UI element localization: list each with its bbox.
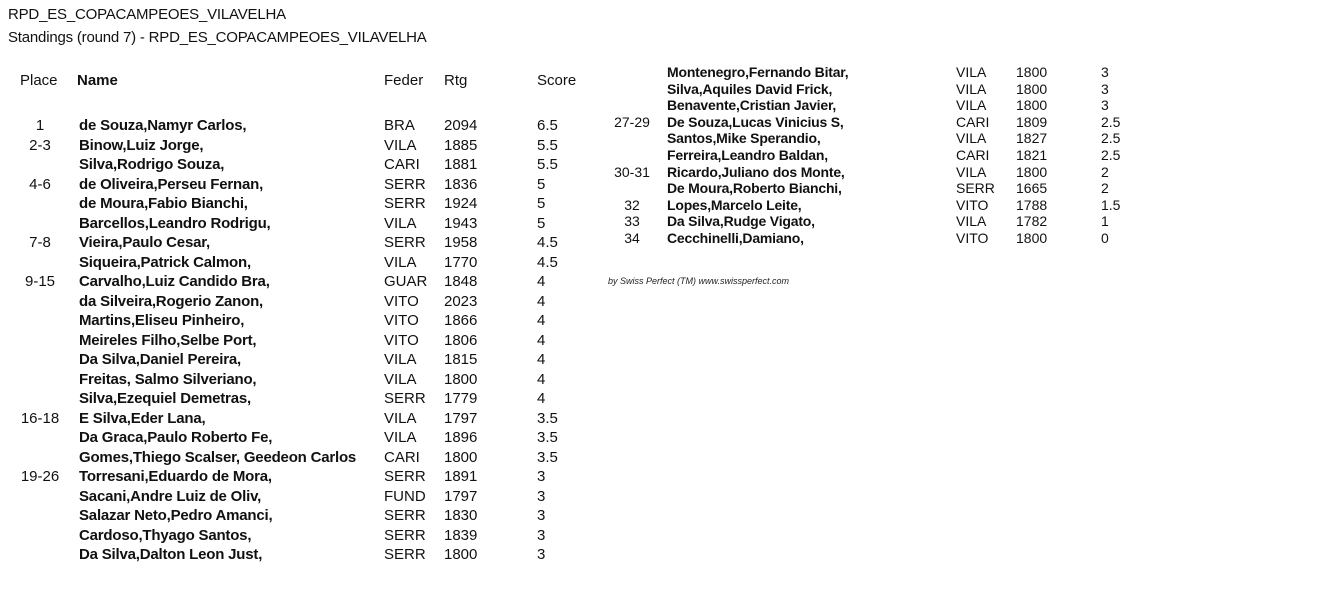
standings-row bbox=[0, 389, 1325, 408]
name-cell: Benavente,Cristian Javier, bbox=[667, 97, 837, 114]
rating-cell: 1866 bbox=[444, 312, 478, 329]
standings-row bbox=[0, 331, 1325, 350]
standings-row bbox=[0, 64, 1325, 81]
rating-cell: 1800 bbox=[1016, 97, 1048, 114]
feder-cell: VITO bbox=[384, 292, 419, 310]
document-title: RPD_ES_COPACAMPEOES_VILAVELHA bbox=[8, 6, 286, 23]
name-cell: Cecchinelli,Damiano, bbox=[667, 230, 804, 246]
rating-cell: 1815 bbox=[444, 351, 478, 368]
rating-cell: 1836 bbox=[444, 175, 478, 193]
name-cell: Meireles Filho,Selbe Port, bbox=[79, 331, 257, 349]
score-cell: 1 bbox=[1101, 213, 1109, 230]
standings-row bbox=[0, 230, 1325, 247]
feder-cell: CARI bbox=[956, 147, 990, 163]
column-header-place: Place bbox=[20, 72, 58, 89]
score-cell: 3 bbox=[1101, 64, 1109, 80]
column-header-feder: Feder bbox=[384, 72, 424, 89]
score-cell: 4 bbox=[537, 390, 546, 407]
score-cell: 5.5 bbox=[537, 136, 558, 154]
standings-row bbox=[0, 81, 1325, 98]
rating-cell: 1800 bbox=[444, 546, 478, 563]
feder-cell: SERR bbox=[956, 180, 995, 197]
name-cell: Santos,Mike Sperandio, bbox=[667, 130, 821, 147]
name-cell: da Silveira,Rogerio Zanon, bbox=[79, 292, 264, 310]
name-cell: Da Silva,Daniel Pereira, bbox=[79, 351, 241, 368]
feder-cell: VITO bbox=[384, 331, 419, 349]
score-cell: 5 bbox=[537, 214, 546, 232]
name-cell: Ferreira,Leandro Baldan, bbox=[667, 147, 828, 163]
document-subtitle: Standings (round 7) - RPD_ES_COPACAMPEOES_VILAVELHA bbox=[8, 29, 427, 46]
place-cell: 2-3 bbox=[29, 136, 51, 154]
score-cell: 1.5 bbox=[1101, 196, 1121, 213]
column-header-score: Score bbox=[537, 72, 577, 89]
score-cell: 5.5 bbox=[537, 156, 558, 173]
name-cell: Barcellos,Leandro Rodrigu, bbox=[79, 214, 271, 232]
score-cell: 6.5 bbox=[537, 117, 558, 134]
feder-cell: VITO bbox=[956, 196, 989, 213]
score-cell: 3 bbox=[537, 526, 546, 544]
rating-cell: 1809 bbox=[1016, 113, 1048, 130]
name-cell: Da Silva,Rudge Vigato, bbox=[667, 213, 815, 230]
score-cell: 5 bbox=[537, 195, 546, 212]
rating-cell: 1800 bbox=[1016, 80, 1048, 97]
name-cell: de Moura,Fabio Bianchi, bbox=[79, 195, 248, 212]
score-cell: 4.5 bbox=[537, 234, 558, 251]
standings-row bbox=[0, 370, 1325, 389]
feder-cell: VITO bbox=[384, 312, 419, 329]
score-cell: 4 bbox=[537, 351, 546, 368]
name-cell: Ricardo,Juliano dos Monte, bbox=[667, 163, 845, 180]
standings-row bbox=[0, 253, 1325, 272]
rating-cell: 1821 bbox=[1016, 147, 1048, 163]
rating-cell: 2094 bbox=[444, 117, 478, 134]
place-cell: 4-6 bbox=[29, 175, 51, 193]
place-cell: 19-26 bbox=[20, 468, 60, 485]
rating-cell: 1800 bbox=[1016, 230, 1048, 246]
rating-cell: 1848 bbox=[444, 273, 478, 290]
name-cell: Binow,Luiz Jorge, bbox=[79, 136, 204, 154]
name-cell: Torresani,Eduardo de Mora, bbox=[79, 468, 272, 485]
rating-cell: 1958 bbox=[444, 234, 478, 251]
score-cell: 5 bbox=[537, 175, 546, 193]
name-cell: Salazar Neto,Pedro Amanci, bbox=[79, 507, 273, 524]
feder-cell: VILA bbox=[384, 253, 417, 271]
column-header-name: Name bbox=[77, 72, 118, 89]
feder-cell: SERR bbox=[384, 195, 426, 212]
standings-row bbox=[0, 350, 1325, 369]
name-cell: Lopes,Marcelo Leite, bbox=[667, 196, 802, 213]
standings-row bbox=[0, 147, 1325, 164]
place-cell: 9-15 bbox=[24, 273, 56, 290]
name-cell: de Souza,Namyr Carlos, bbox=[79, 117, 247, 134]
place-cell: 34 bbox=[624, 230, 640, 246]
feder-cell: BRA bbox=[384, 117, 415, 134]
score-cell: 4.5 bbox=[537, 253, 558, 271]
standings-row bbox=[0, 409, 1325, 428]
score-cell: 4 bbox=[537, 331, 546, 349]
rating-cell: 1943 bbox=[444, 214, 478, 232]
score-cell: 4 bbox=[537, 370, 546, 388]
name-cell: De Souza,Lucas Vinicius S, bbox=[667, 113, 844, 130]
score-cell: 2 bbox=[1101, 163, 1109, 180]
feder-cell: SERR bbox=[384, 507, 426, 524]
feder-cell: VILA bbox=[956, 213, 987, 230]
column-header-rtg: Rtg bbox=[444, 72, 468, 89]
score-cell: 3 bbox=[537, 468, 546, 485]
rating-cell: 1782 bbox=[1016, 213, 1048, 230]
feder-cell: CARI bbox=[956, 113, 990, 130]
standings-row bbox=[0, 213, 1325, 230]
name-cell: Martins,Eliseu Pinheiro, bbox=[79, 312, 245, 329]
score-cell: 2 bbox=[1101, 180, 1109, 197]
name-cell: Cardoso,Thyago Santos, bbox=[79, 526, 252, 544]
name-cell: Sacani,Andre Luiz de Oliv, bbox=[79, 487, 262, 505]
score-cell: 4 bbox=[537, 312, 546, 329]
rating-cell: 1924 bbox=[444, 195, 478, 212]
rating-cell: 1806 bbox=[444, 331, 478, 349]
score-cell: 3.5 bbox=[537, 409, 558, 427]
name-cell: Freitas, Salmo Silveriano, bbox=[79, 370, 257, 388]
rating-cell: 1830 bbox=[444, 507, 478, 524]
name-cell: Vieira,Paulo Cesar, bbox=[79, 234, 211, 251]
standings-row bbox=[0, 428, 1325, 447]
score-cell: 3 bbox=[537, 546, 546, 563]
place-cell: 16-18 bbox=[20, 409, 60, 427]
rating-cell: 1800 bbox=[1016, 64, 1048, 80]
rating-cell: 1800 bbox=[444, 448, 478, 466]
rating-cell: 1779 bbox=[444, 390, 478, 407]
feder-cell: VILA bbox=[384, 409, 417, 427]
feder-cell: VILA bbox=[956, 80, 987, 97]
place-cell: 27-29 bbox=[614, 113, 650, 130]
score-cell: 4 bbox=[537, 292, 546, 310]
score-cell: 3 bbox=[1101, 80, 1109, 97]
rating-cell: 1770 bbox=[444, 253, 478, 271]
rating-cell: 1839 bbox=[444, 526, 478, 544]
feder-cell: VILA bbox=[384, 214, 417, 232]
rating-cell: 1827 bbox=[1016, 130, 1048, 147]
standings-row bbox=[0, 292, 1325, 311]
standings-row bbox=[0, 545, 1325, 564]
feder-cell: FUND bbox=[384, 487, 426, 505]
feder-cell: VILA bbox=[956, 97, 987, 114]
feder-cell: SERR bbox=[384, 546, 426, 563]
feder-cell: SERR bbox=[384, 390, 426, 407]
place-cell: 1 bbox=[35, 117, 45, 134]
place-cell: 33 bbox=[624, 213, 640, 230]
feder-cell: GUAR bbox=[384, 273, 428, 290]
feder-cell: VILA bbox=[956, 163, 987, 180]
score-cell: 2.5 bbox=[1101, 130, 1121, 147]
standings-row bbox=[0, 180, 1325, 197]
name-cell: Silva,Ezequiel Demetras, bbox=[79, 390, 251, 407]
score-cell: 2.5 bbox=[1101, 147, 1121, 163]
rating-cell: 1891 bbox=[444, 468, 478, 485]
name-cell: Gomes,Thiego Scalser, Geedeon Carlos bbox=[79, 448, 357, 466]
feder-cell: SERR bbox=[384, 526, 426, 544]
feder-cell: SERR bbox=[384, 468, 426, 485]
score-cell: 3 bbox=[537, 487, 546, 505]
standings-row bbox=[0, 197, 1325, 214]
score-cell: 3.5 bbox=[537, 429, 558, 446]
rating-cell: 1800 bbox=[444, 370, 478, 388]
place-cell: 7-8 bbox=[29, 234, 51, 251]
name-cell: Da Silva,Dalton Leon Just, bbox=[79, 546, 263, 563]
feder-cell: VITO bbox=[956, 230, 989, 246]
name-cell: Da Graca,Paulo Roberto Fe, bbox=[79, 429, 273, 446]
feder-cell: CARI bbox=[384, 448, 420, 466]
name-cell: E Silva,Eder Lana, bbox=[79, 409, 206, 427]
name-cell: Carvalho,Luiz Candido Bra, bbox=[79, 273, 270, 290]
standings-row bbox=[0, 467, 1325, 486]
name-cell: De Moura,Roberto Bianchi, bbox=[667, 180, 842, 197]
rating-cell: 2023 bbox=[444, 292, 478, 310]
score-cell: 3 bbox=[1101, 97, 1109, 114]
rating-cell: 1881 bbox=[444, 156, 478, 173]
score-cell: 4 bbox=[537, 273, 546, 290]
standings-row bbox=[0, 164, 1325, 181]
rating-cell: 1797 bbox=[444, 487, 478, 505]
standings-row bbox=[0, 130, 1325, 147]
software-credit: by Swiss Perfect (TM) www.swissperfect.com bbox=[608, 276, 790, 286]
standings-row bbox=[0, 448, 1325, 467]
rating-cell: 1800 bbox=[1016, 163, 1048, 180]
standings-row bbox=[0, 487, 1325, 506]
feder-cell: VILA bbox=[384, 370, 417, 388]
feder-cell: VILA bbox=[956, 130, 987, 147]
rating-cell: 1665 bbox=[1016, 180, 1048, 197]
feder-cell: VILA bbox=[956, 64, 987, 80]
score-cell: 2.5 bbox=[1101, 113, 1121, 130]
rating-cell: 1788 bbox=[1016, 196, 1048, 213]
feder-cell: SERR bbox=[384, 234, 426, 251]
standings-row bbox=[0, 311, 1325, 330]
name-cell: Silva,Rodrigo Souza, bbox=[79, 156, 225, 173]
standings-row bbox=[0, 114, 1325, 131]
score-cell: 0 bbox=[1101, 230, 1109, 246]
feder-cell: VILA bbox=[384, 136, 417, 154]
standings-row bbox=[0, 526, 1325, 545]
score-cell: 3 bbox=[537, 507, 546, 524]
standings-row bbox=[0, 506, 1325, 525]
feder-cell: VILA bbox=[384, 351, 417, 368]
name-cell: Montenegro,Fernando Bitar, bbox=[667, 64, 849, 80]
rating-cell: 1896 bbox=[444, 429, 478, 446]
feder-cell: CARI bbox=[384, 156, 420, 173]
place-cell: 32 bbox=[624, 196, 640, 213]
place-cell: 30-31 bbox=[614, 163, 650, 180]
rating-cell: 1797 bbox=[444, 409, 478, 427]
name-cell: de Oliveira,Perseu Fernan, bbox=[79, 175, 264, 193]
rating-cell: 1885 bbox=[444, 136, 478, 154]
name-cell: Siqueira,Patrick Calmon, bbox=[79, 253, 251, 271]
standings-row bbox=[0, 97, 1325, 114]
name-cell: Silva,Aquiles David Frick, bbox=[667, 80, 833, 97]
score-cell: 3.5 bbox=[537, 448, 558, 466]
feder-cell: VILA bbox=[384, 429, 417, 446]
feder-cell: SERR bbox=[384, 175, 426, 193]
